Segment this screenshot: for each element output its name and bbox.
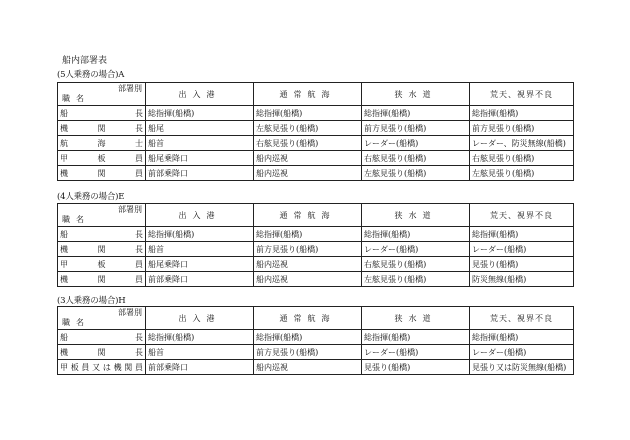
duty-cell: 総指揮(船橋) [470,330,574,345]
table-row [58,166,574,181]
section-title-3-crew: (3人乗務の場合)H [57,296,126,306]
duty-cell: レーダー(船橋) [362,242,470,257]
header-corner-bottom: 職名 [62,215,90,224]
duty-cell: 前方見張り(船橋) [470,121,574,136]
duty-cell: 総指揮(船橋) [254,330,362,345]
duty-cell: 船内巡視 [254,257,362,272]
duty-cell: 船尾乗降口 [146,151,254,166]
table-row [58,227,574,242]
duty-cell: 総指揮(船橋) [254,227,362,242]
duty-cell: 船内巡視 [254,360,362,375]
table-row [58,242,574,257]
table-row [58,360,574,375]
role-cell: 船長 [58,227,146,242]
duty-cell: 船尾乗降口 [146,257,254,272]
table-row [58,272,574,287]
duty-cell: 総指揮(船橋) [254,106,362,121]
col-header-normal: 通常航海 [254,83,362,106]
duty-cell: 総指揮(船橋) [146,227,254,242]
role-cell: 甲板員又は機関員 [58,360,146,375]
duty-cell: 総指揮(船橋) [146,106,254,121]
header-corner-bottom: 職名 [62,318,90,327]
header-corner-cell [58,307,146,330]
duty-cell: 前方見張り(船橋) [254,345,362,360]
duty-cell: 船内巡視 [254,272,362,287]
duty-cell: 右舷見張り(船橋) [254,136,362,151]
role-cell: 船長 [58,106,146,121]
duty-cell: レーダー(船橋) [362,345,470,360]
table-header-row [58,204,574,227]
duty-cell: 右舷見張り(船橋) [470,151,574,166]
duty-cell: レーダー(船橋) [470,242,574,257]
table-row [58,345,574,360]
role-cell: 甲板員 [58,151,146,166]
duty-cell: 総指揮(船橋) [362,106,470,121]
role-cell: 機関長 [58,121,146,136]
duty-cell: 船首 [146,242,254,257]
duty-table-3-crew [57,306,574,375]
table-header-row [58,83,574,106]
col-header-narrow: 狭水道 [362,307,470,330]
role-cell: 機関員 [58,166,146,181]
col-header-port: 出入港 [146,204,254,227]
duty-table-5-crew [57,82,574,181]
role-cell: 航海士 [58,136,146,151]
duty-cell: 前部乗降口 [146,166,254,181]
duty-cell: 総指揮(船橋) [470,227,574,242]
col-header-rough: 荒天、視界不良 [470,307,574,330]
table-row [58,106,574,121]
duty-cell: 船内巡視 [254,151,362,166]
duty-cell: 見張り(船橋) [470,257,574,272]
table-row [58,121,574,136]
duty-cell: 左舷見張り(船橋) [254,121,362,136]
duty-cell: 前方見張り(船橋) [362,121,470,136]
duty-cell: 船尾 [146,121,254,136]
duty-cell: 右舷見張り(船橋) [362,151,470,166]
header-corner-cell [58,83,146,106]
role-cell: 機関員 [58,272,146,287]
header-corner-bottom: 職名 [62,94,90,103]
duty-cell: 前方見張り(船橋) [254,242,362,257]
section-title-5-crew: (5人乗務の場合)A [57,70,125,80]
duty-cell: レーダー、防災無線(船橋) [470,136,574,151]
duty-cell: 見張り(船橋) [362,360,470,375]
role-cell: 船長 [58,330,146,345]
header-corner-top: 部署別 [118,205,142,214]
table-row [58,257,574,272]
duty-cell: 総指揮(船橋) [362,227,470,242]
role-cell: 機関長 [58,345,146,360]
duty-cell: 防災無線(船橋) [470,272,574,287]
duty-cell: 左舷見張り(船橋) [362,166,470,181]
duty-cell: 船首 [146,345,254,360]
duty-cell: 左舷見張り(船橋) [470,166,574,181]
duty-cell: 総指揮(船橋) [146,330,254,345]
role-cell: 機関長 [58,242,146,257]
table-header-row [58,307,574,330]
table-row [58,330,574,345]
col-header-normal: 通常航海 [254,307,362,330]
duty-cell: 見張り又は防災無線(船橋) [470,360,574,375]
header-corner-top: 部署別 [118,308,142,317]
duty-cell: 総指揮(船橋) [362,330,470,345]
header-corner-top: 部署別 [118,84,142,93]
duty-cell: 右舷見張り(船橋) [362,257,470,272]
duty-cell: レーダー(船橋) [362,136,470,151]
duty-cell: 総指揮(船橋) [470,106,574,121]
section-title-4-crew: (4人乗務の場合)E [57,192,125,202]
duty-cell: レーダー(船橋) [470,345,574,360]
duty-cell: 船内巡視 [254,166,362,181]
col-header-normal: 通常航海 [254,204,362,227]
page-title: 船内部署表 [62,56,108,66]
header-corner-cell [58,204,146,227]
duty-cell: 前部乗降口 [146,272,254,287]
col-header-port: 出入港 [146,307,254,330]
duty-cell: 船首 [146,136,254,151]
duty-cell: 左舷見張り(船橋) [362,272,470,287]
col-header-rough: 荒天、視界不良 [470,204,574,227]
role-cell: 甲板員 [58,257,146,272]
table-row [58,136,574,151]
col-header-rough: 荒天、視界不良 [470,83,574,106]
table-row [58,151,574,166]
duty-cell: 前部乗降口 [146,360,254,375]
duty-table-4-crew [57,203,574,287]
col-header-port: 出入港 [146,83,254,106]
col-header-narrow: 狭水道 [362,204,470,227]
col-header-narrow: 狭水道 [362,83,470,106]
